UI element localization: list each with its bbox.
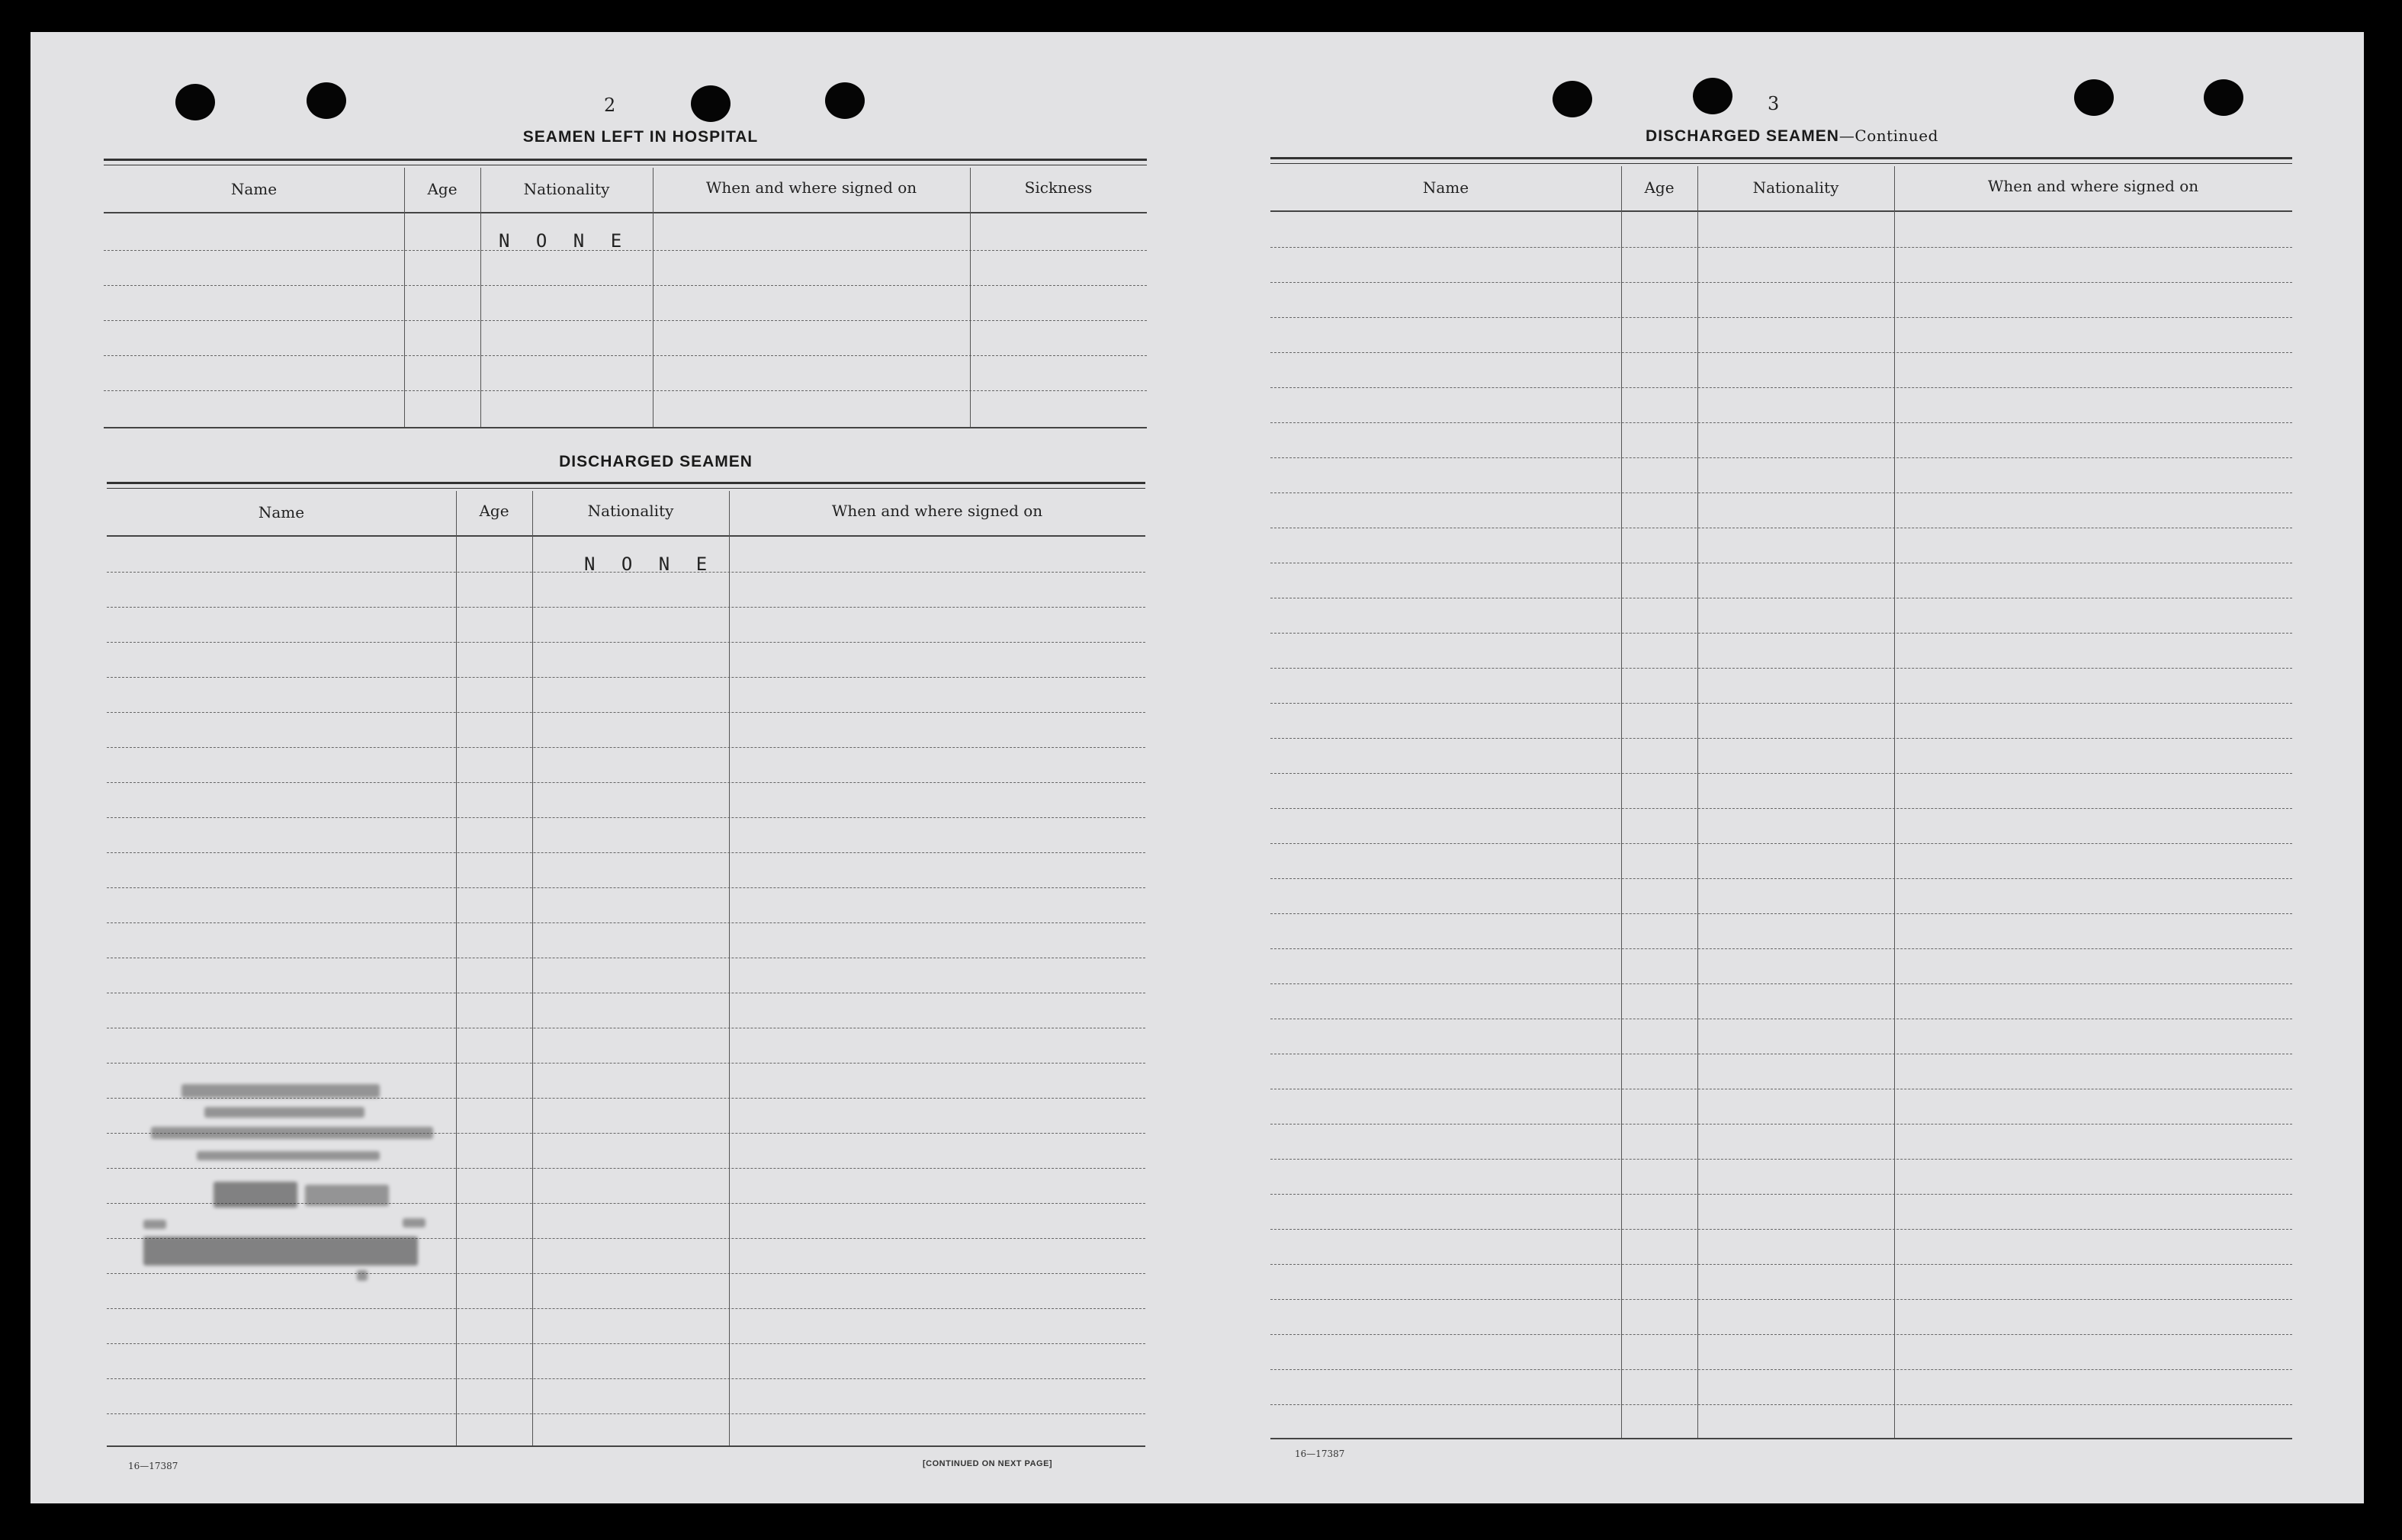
row-line [107,747,1145,748]
column-header-age: Age [1644,178,1675,197]
row-line [1270,843,2292,844]
column-divider [1894,166,1895,1438]
stamp-smudge [197,1151,380,1160]
column-header-nationality: Nationality [587,502,674,520]
stamp-smudge [204,1107,364,1118]
row-line [107,887,1145,888]
row-line [107,1378,1145,1379]
column-divider [1621,166,1622,1438]
row-line [107,817,1145,818]
row-line [1270,773,2292,774]
stamp-smudge [357,1270,368,1281]
binder-hole [691,85,731,122]
discharged-table-right [1270,157,2292,1445]
table-bottom-rule [104,427,1147,428]
stamp-smudge [403,1218,425,1227]
binder-hole [825,82,865,119]
row-line [1270,1299,2292,1300]
stamp-smudge [181,1084,380,1098]
row-line [107,922,1145,923]
column-divider [456,491,457,1445]
row-line [1270,913,2292,914]
table-top-rule [104,159,1147,165]
discharged-entry-none: N O N E [584,553,715,575]
discharged-section-title: DISCHARGED SEAMEN [559,453,753,470]
column-header-nationality: Nationality [523,180,610,198]
hospital-entry-none: N O N E [499,230,630,252]
column-divider [729,491,730,1445]
stamp-smudge [143,1220,166,1229]
table-bottom-rule [107,1445,1145,1447]
row-line [1270,422,2292,423]
right-page-number: 3 [1768,93,1780,114]
row-line [107,642,1145,643]
row-line [1270,1264,2292,1265]
column-header-signed-on: When and where signed on [1987,177,2199,195]
table-header-rule [1270,210,2292,212]
stamp-smudge [143,1237,418,1266]
left-page-number: 2 [604,95,616,116]
row-line [104,320,1147,321]
row-line [1270,352,2292,353]
row-line [107,852,1145,853]
row-line [1270,457,2292,458]
table-header-rule [104,212,1147,213]
row-line [107,782,1145,783]
row-line [1270,492,2292,493]
document-sheet [31,32,2364,1503]
row-line [1270,983,2292,984]
column-divider [1697,166,1698,1438]
binder-hole [1693,78,1732,114]
table-bottom-rule [1270,1438,2292,1439]
hospital-table [104,159,1147,433]
row-line [107,677,1145,678]
column-divider [480,168,481,427]
row-line [1270,878,2292,879]
binder-hole [2074,79,2114,116]
row-line [1270,387,2292,388]
row-line [1270,668,2292,669]
row-line [1270,1124,2292,1125]
row-line [104,390,1147,391]
column-divider [970,168,971,427]
row-line [1270,1159,2292,1160]
binder-hole [175,84,215,120]
binder-hole [307,82,346,119]
table-top-rule [1270,157,2292,164]
stamp-smudge [214,1182,297,1208]
row-line [1270,633,2292,634]
row-line [1270,1194,2292,1195]
discharged-continued-title [1517,127,2066,146]
row-line [1270,1229,2292,1230]
discharged-table-left [107,482,1145,1450]
column-header-signed-on: When and where signed on [705,178,917,197]
row-line [107,1063,1145,1064]
continued-footnote: [CONTINUED ON NEXT PAGE] [923,1459,1053,1468]
row-line [1270,1369,2292,1370]
row-line [107,712,1145,713]
column-divider [532,491,533,1445]
column-header-name: Name [1422,178,1469,197]
binder-hole [2204,79,2243,116]
row-line [107,1308,1145,1309]
row-line [1270,317,2292,318]
column-header-sickness: Sickness [1024,178,1093,197]
column-divider [404,168,405,427]
form-number-right: 16—17387 [1295,1449,1345,1459]
row-line [1270,948,2292,949]
row-line [1270,703,2292,704]
column-header-age: Age [427,180,458,198]
column-header-name: Name [258,503,305,521]
row-line [1270,1404,2292,1405]
row-line [1270,282,2292,283]
row-line [1270,1334,2292,1335]
form-number-left: 16—17387 [128,1461,178,1471]
column-header-name: Name [230,180,278,198]
row-line [107,1413,1145,1414]
column-header-age: Age [479,502,509,520]
column-header-nationality: Nationality [1752,178,1839,197]
row-line [107,607,1145,608]
discharged-continued-title-main: DISCHARGED SEAMEN [1646,127,1839,145]
binder-hole [1553,81,1592,117]
row-line [1270,738,2292,739]
hospital-section-title: SEAMEN LEFT IN HOSPITAL [522,128,759,146]
stamp-smudge [305,1185,389,1206]
row-line [1270,247,2292,248]
row-line [104,355,1147,356]
row-line [1270,808,2292,809]
table-header-rule [107,535,1145,537]
row-line [107,1343,1145,1344]
column-header-signed-on: When and where signed on [831,502,1043,520]
continued-label: —Continued [1838,127,1938,145]
ink-stamp [143,1084,433,1290]
stamp-smudge [151,1127,433,1139]
table-top-rule [107,482,1145,489]
row-line [104,285,1147,286]
